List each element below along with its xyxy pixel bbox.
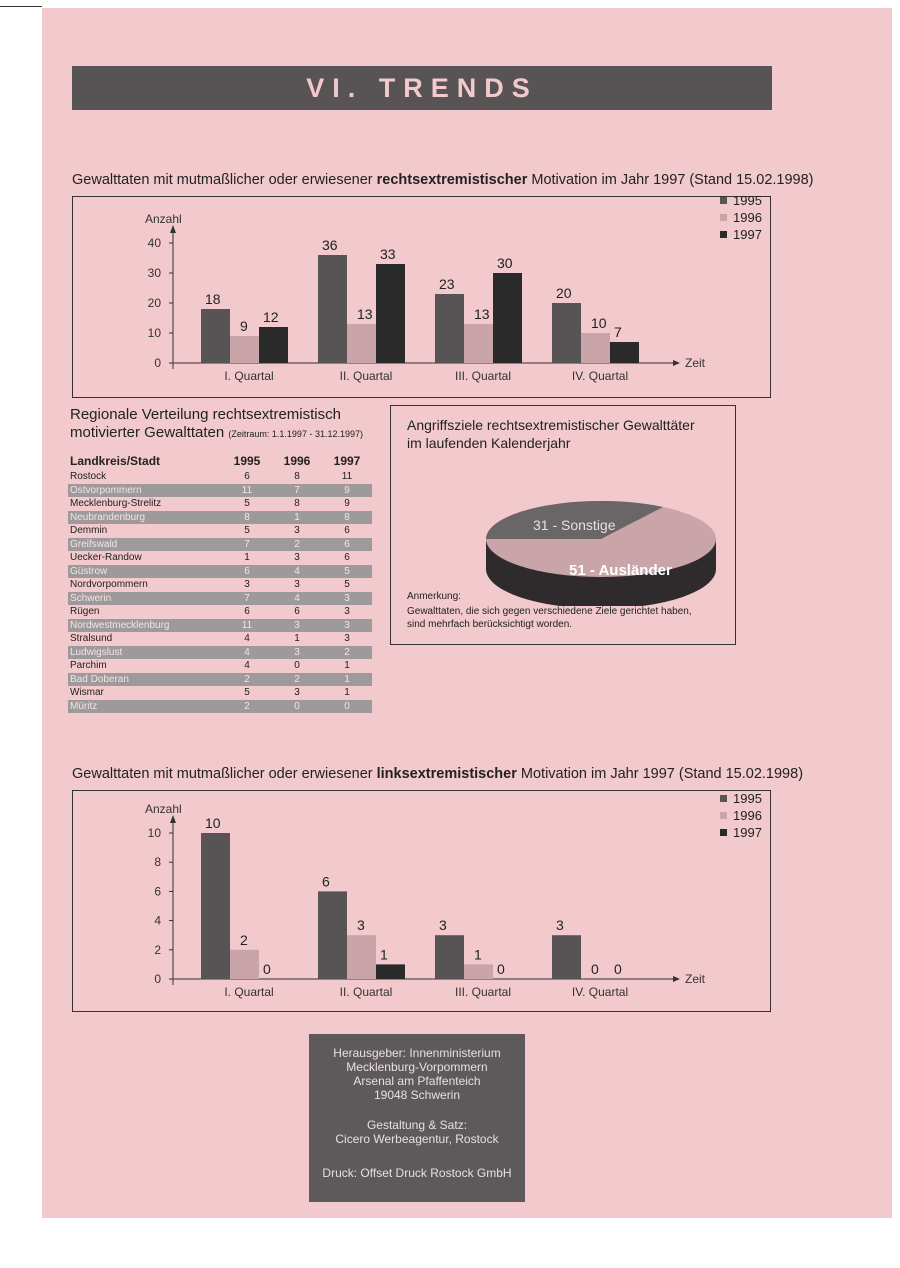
left-headline-pre: Gewalttaten mit mutmaßlicher oder erwiesener [72,766,377,782]
count-cell: 3 [272,646,322,660]
count-cell: 1 [244,552,250,563]
count-cell: 5 [244,525,250,536]
bar-label-1995-q3: 3 [439,917,447,934]
count-cell: 0 [294,660,300,671]
count-cell: 5 [244,687,250,698]
table-row [68,551,372,565]
count-cell: 11 [341,471,353,482]
category-label-q1: I. Quartal [224,369,274,383]
bar-1995-q4 [552,935,581,979]
count-cell: 9 [344,498,350,509]
count-cell: 0 [322,700,372,714]
targets-note-heading: Anmerkung: [407,591,461,602]
legend-swatch [720,812,727,819]
bar-label-1995-q2: 36 [322,237,338,253]
district-name: Wismar [70,687,104,698]
count-cell: 4 [244,660,250,671]
left-chart-legend [720,790,762,841]
pie-label-sonstige: 31 - Sonstige [533,517,616,533]
bar-label-1995-q2: 6 [322,873,330,890]
bar-label-1997-q2: 33 [380,246,396,262]
imprint-ministry: Mecklenburg-Vorpommern [346,1060,488,1074]
bar-label-1996-q3: 1 [474,946,482,963]
count-cell: 6 [344,525,350,536]
bar-label-1995-q3: 23 [439,276,455,292]
y-tick-label: 10 [147,326,161,340]
count-cell: 1 [344,687,350,698]
district-name: Bad Doberan [68,673,222,687]
bar-1997-q2 [376,964,405,979]
targets-pie-chart [391,466,735,606]
right-chart-headline [72,172,814,188]
count-cell: 3 [294,687,300,698]
pie-label-auslaender: 51 - Ausländer [569,562,672,579]
scan-edge-line [0,6,42,7]
table-row [68,497,372,511]
targets-note-text: Gewalttaten, die sich gegen verschiedene Ziele gerichtet haben, sind mehrfach berücksichtigt worden. [407,606,692,630]
bar-label-1995-q1: 18 [205,291,221,307]
y-tick-label: 30 [147,266,161,280]
y-tick-label: 0 [154,972,161,986]
imprint-box [309,1034,525,1202]
bar-label-1997-q4: 0 [614,961,622,977]
left-legend-1996 [720,807,762,824]
bar-label-1995-q4: 20 [556,285,572,301]
count-cell: 6 [244,606,250,617]
section-banner: VI. TRENDS [72,66,772,110]
count-cell: 3 [344,606,350,617]
bar-1995-q1 [201,309,230,363]
bar-1996-q3 [464,964,493,979]
district-name: Greifswald [68,538,222,552]
legend-label: 1995 [733,791,762,806]
regional-table [68,452,372,713]
count-cell: 3 [244,579,250,590]
legend-label: 1996 [733,808,762,823]
bar-label-1995-q4: 3 [556,917,564,934]
count-cell: 7 [272,484,322,498]
count-cell: 3 [322,619,372,633]
bar-1995-q2 [318,891,347,979]
x-axis-label: Zeit [685,972,706,986]
y-tick-label: 10 [147,826,161,840]
bar-1997-q3 [493,273,522,363]
right-legend-1997 [720,226,762,243]
count-cell: 1 [272,511,322,525]
bar-label-1996-q1: 2 [240,931,248,948]
table-row [68,592,372,606]
district-name: Stralsund [70,633,113,644]
table-row [68,565,372,579]
count-cell: 6 [244,471,250,482]
district-name: Neubrandenburg [68,511,222,525]
left-chart-box [72,790,771,1012]
bar-label-1996-q4: 10 [591,315,607,331]
count-cell: 5 [244,498,250,509]
bar-label-1996-q3: 13 [474,306,490,322]
count-cell: 1 [344,660,350,671]
count-cell: 2 [322,646,372,660]
column-header-1995: 1995 [233,454,261,468]
table-row [68,605,372,619]
legend-swatch [720,795,727,802]
table-row [68,646,372,660]
table-row [68,619,372,633]
count-cell: 1 [322,673,372,687]
count-cell: 7 [222,538,272,552]
count-cell: 6 [344,552,350,563]
count-cell: 4 [222,646,272,660]
category-label-q2: II. Quartal [339,369,393,383]
district-name: Mecklenburg-Strelitz [70,498,162,509]
right-extremism-bar-chart [73,197,770,397]
count-cell: 8 [222,511,272,525]
count-cell: 3 [294,579,300,590]
right-chart-box [72,196,771,398]
count-cell: 8 [294,498,300,509]
y-tick-label: 2 [154,942,161,957]
table-row [68,686,372,700]
legend-label: 1995 [733,193,762,208]
category-label-q3: III. Quartal [454,985,512,999]
bar-label-1997-q2: 1 [380,946,388,963]
category-label-q1: I. Quartal [224,985,274,999]
column-header-1996: 1996 [283,454,311,468]
bar-1997-q4 [610,342,639,363]
table-row [68,470,372,484]
bar-1996-q2 [347,935,376,979]
table-row [68,673,372,687]
imprint-print: Druck: Offset Druck Rostock GmbH [322,1166,512,1180]
left-chart-headline [72,766,803,782]
right-legend-1996 [720,209,762,226]
imprint-publisher: Herausgeber: Innenministerium [333,1046,501,1060]
bar-1995-q2 [318,255,347,363]
count-cell: 3 [344,633,350,644]
bar-label-1996-q4: 0 [591,961,599,977]
x-axis-arrow [673,976,680,982]
count-cell: 2 [222,673,272,687]
legend-label: 1996 [733,210,762,225]
count-cell: 11 [222,619,272,633]
category-label-q4: IV. Quartal [571,369,629,383]
bar-label-1997-q1: 12 [263,309,279,325]
x-axis-arrow [673,360,680,366]
bar-1995-q3 [435,294,464,363]
right-headline-bold: rechtsextremistischer [376,172,528,188]
category-label-q2: II. Quartal [339,985,393,999]
district-name: Ostvorpommern [68,484,222,498]
right-chart-legend [720,192,762,243]
bar-label-1996-q2: 13 [357,306,373,322]
regional-table-header [68,452,372,470]
imprint-city: 19048 Schwerin [373,1088,461,1102]
district-name: Müritz [68,700,222,714]
district-name: Ludwigslust [68,646,222,660]
table-row [68,538,372,552]
regional-title-line2 [70,424,410,443]
y-axis-label: Anzahl [145,212,182,226]
count-cell: 4 [272,592,322,606]
targets-title: Angriffsziele rechtsextremistischer Gewalttäter im laufenden Kalenderjahr [407,417,695,451]
count-cell: 2 [272,538,322,552]
regional-title-main: motivierter Gewalttaten [70,424,229,441]
left-legend-1995 [720,790,762,807]
y-tick-label: 8 [154,855,161,870]
bar-label-1997-q1: 0 [263,961,271,977]
table-row [68,700,372,714]
y-tick-label: 6 [154,884,161,899]
left-extremism-bar-chart [73,791,770,1011]
table-row [68,632,372,646]
bar-1995-q4 [552,303,581,363]
bar-label-1996-q2: 3 [357,917,365,934]
count-cell: 2 [222,700,272,714]
bar-1996-q2 [347,324,376,363]
column-header-district: Landkreis/Stadt [70,454,161,468]
district-name: Güstrow [68,565,222,579]
count-cell: 2 [272,673,322,687]
y-axis-label: Anzahl [145,802,182,816]
district-name: Nordvorpommern [70,579,148,590]
count-cell: 5 [344,579,350,590]
count-cell: 6 [222,565,272,579]
count-cell: 3 [322,592,372,606]
count-cell: 4 [272,565,322,579]
bar-1996-q4 [581,333,610,363]
bar-1995-q3 [435,935,464,979]
table-row [68,524,372,538]
right-legend-1995 [720,192,762,209]
imprint-street: Arsenal am Pfaffenteich [353,1074,481,1088]
count-cell: 6 [294,606,300,617]
bar-label-1997-q3: 0 [497,961,505,977]
y-tick-label: 0 [154,356,161,370]
legend-label: 1997 [733,227,762,242]
count-cell: 8 [322,511,372,525]
bar-1995-q1 [201,833,230,979]
y-axis-arrow [170,815,176,823]
left-headline-post: Motivation im Jahr 1997 (Stand 15.02.1998) [516,766,804,782]
bar-label-1996-q1: 9 [240,318,248,334]
count-cell: 11 [222,484,272,498]
bar-label-1997-q3: 30 [497,255,513,271]
district-name: Demmin [70,525,108,536]
count-cell: 8 [294,471,300,482]
district-name: Schwerin [68,592,222,606]
count-cell: 6 [322,538,372,552]
category-label-q3: III. Quartal [454,369,512,383]
legend-swatch [720,214,727,221]
bar-label-1995-q1: 10 [205,815,221,831]
bar-1997-q1 [259,327,288,363]
regional-title [70,406,410,443]
x-axis-label: Zeit [685,356,706,370]
right-headline-post: Motivation im Jahr 1997 (Stand 15.02.1998) [527,172,814,188]
regional-period: (Zeitraum: 1.1.1997 - 31.12.1997) [228,429,363,439]
count-cell: 3 [294,525,300,536]
category-label-q4: IV. Quartal [571,985,629,999]
district-name: Rostock [70,471,107,482]
left-headline-bold: linksextremistischer [376,766,517,782]
legend-swatch [720,231,727,238]
count-cell: 9 [322,484,372,498]
left-legend-1997 [720,824,762,841]
district-name: Nordwestmecklenburg [68,619,222,633]
legend-swatch [720,829,727,836]
count-cell: 3 [272,619,322,633]
district-name: Uecker-Randow [70,552,142,563]
count-cell: 0 [272,700,322,714]
table-row [68,659,372,673]
table-row [68,578,372,592]
count-cell: 1 [294,633,300,644]
bar-1996-q3 [464,324,493,363]
bar-1996-q1 [230,950,259,979]
bar-label-1997-q4: 7 [614,324,622,340]
bar-1996-q1 [230,336,259,363]
bar-1997-q2 [376,264,405,363]
table-row [68,484,372,498]
column-header-1997: 1997 [333,454,361,468]
table-row [68,511,372,525]
right-headline-pre: Gewalttaten mit mutmaßlicher oder erwiesener [72,172,377,188]
y-tick-label: 4 [154,913,161,928]
regional-title-line1: Regionale Verteilung rechtsextremistisch [70,406,341,423]
y-tick-label: 40 [147,236,161,250]
imprint-design-label: Gestaltung & Satz: [366,1118,468,1132]
count-cell: 4 [244,633,250,644]
targets-box [390,405,736,645]
district-name: Rügen [70,606,100,617]
count-cell: 5 [322,565,372,579]
legend-swatch [720,197,727,204]
imprint-design-agency: Cicero Werbeagentur, Rostock [335,1132,499,1146]
count-cell: 3 [294,552,300,563]
legend-label: 1997 [733,825,762,840]
y-axis-arrow [170,225,176,233]
count-cell: 7 [222,592,272,606]
y-tick-label: 20 [147,296,161,310]
district-name: Parchim [70,660,107,671]
